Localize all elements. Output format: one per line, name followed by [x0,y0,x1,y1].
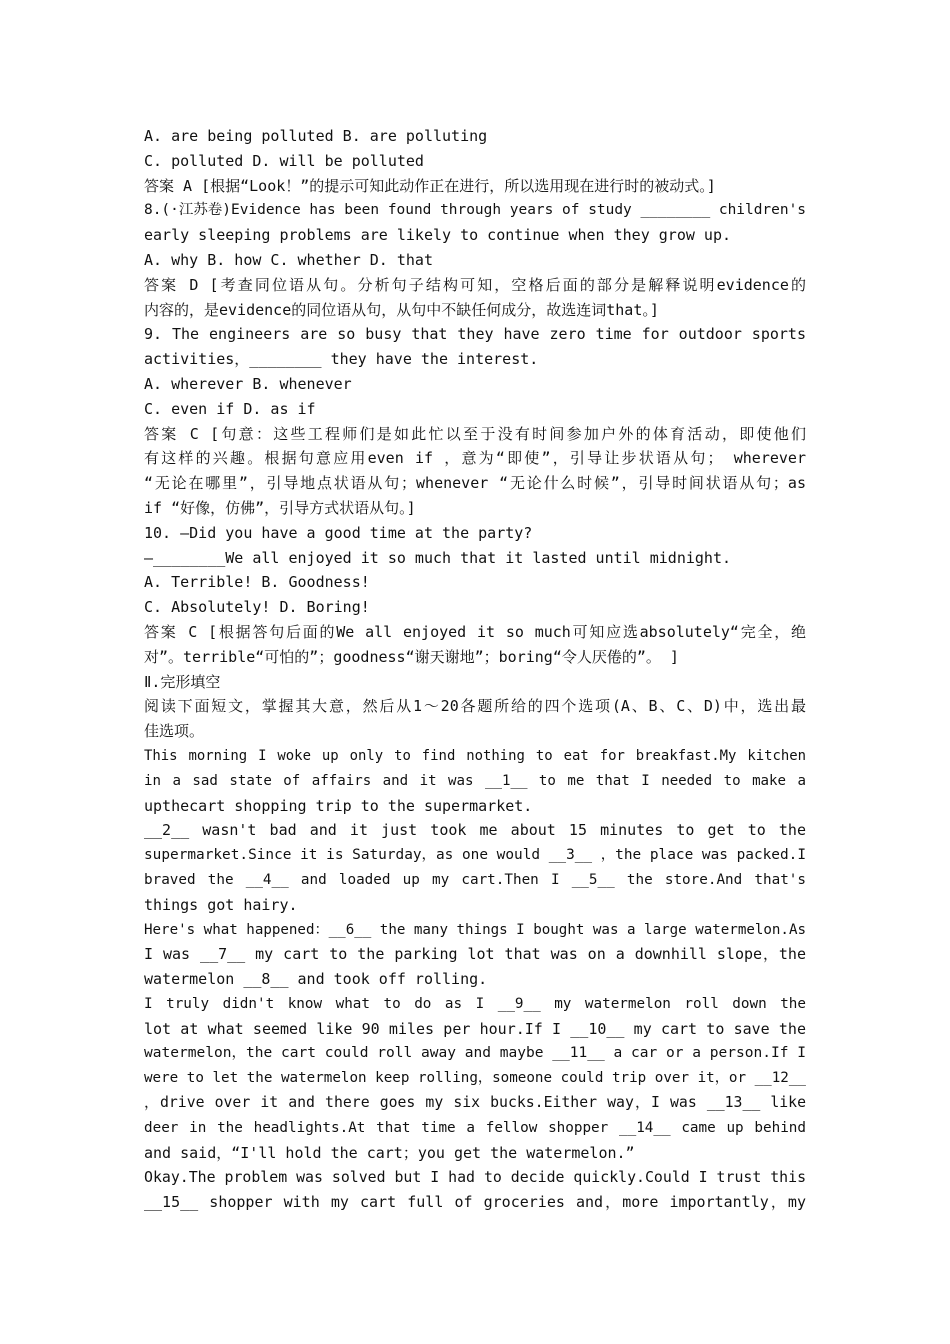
text-line: Okay.The problem was solved but I had to decide quickly.Could I trust this [144,1168,806,1187]
text-line: watermelon，the cart could roll away and maybe __11__ a car or a person.If I [144,1045,806,1062]
text-line: activities，________ they have the interest. [144,350,539,369]
text-line: “无论在哪里”，引导地点状语从句；whenever “无论什么时候”，引导时间状语从句；as [144,474,806,493]
text-line: C. Absolutely! D. Boring! [144,598,370,617]
text-line: A. Terrible! B. Goodness! [144,573,370,592]
text-line: __2__ wasn't bad and it just took me about 15 minutes to get to the [144,821,806,840]
text-line: A. wherever B. whenever [144,374,352,393]
text-line: A. why B. how C. whether D. that [144,250,433,269]
text-line: 答案 C [根据答句后面的We all enjoyed it so much可知应选absolutely“完全，绝 [144,622,806,641]
text-line: in a sad state of affairs and it was __1__ to me that I needed to make a [144,772,806,789]
document-body [144,124,806,1215]
text-line: 答案 C [句意：这些工程师们是如此忙以至于没有时间参加户外的体育活动，即使他们 [144,424,806,443]
text-line: 阅读下面短文，掌握其大意，然后从1～20各题所给的四个选项(A、B、C、D)中，选出最 [144,697,806,716]
text-line: 佳选项。 [144,722,205,741]
text-line: —________We all enjoyed it so much that it lasted until midnight. [144,548,731,567]
text-line: 8.(·江苏卷)Evidence has been found through years of study ________ children's [144,202,806,219]
text-line: watermelon __8__ and took off rolling. [144,970,488,989]
text-line: 有这样的兴趣。根据句意应用even if ，意为“即使”，引导让步状语从句； wherever [144,449,806,468]
text-line: early sleeping problems are likely to continue when they grow up. [144,226,731,245]
text-line: 内容的，是evidence的同位语从句，从句中不缺任何成分，故选连词that。] [144,300,659,319]
text-line: Ⅱ.完形填空 [144,672,221,691]
text-line: if “好像，仿佛”，引导方式状语从句。] [144,498,416,517]
text-line: deer in the headlights.At that time a fellow shopper __14__ came up behind [144,1119,806,1136]
text-line: and said，“I'll hold the cart；you get the watermelon.” [144,1143,635,1162]
text-line: 9. The engineers are so busy that they have zero time for outdoor sports [144,325,806,344]
text-line: Here's what happened：__6__ the many things I bought was a large watermelon.As [144,921,806,938]
text-line: C. even if D. as if [144,399,316,418]
text-line: 答案 A [根据“Look！”的提示可知此动作正在进行，所以选用现在进行时的被动式。] [144,176,716,195]
text-line: supermarket.Since it is Saturday，as one would __3__ ，the place was packed.I [144,847,806,864]
text-line: 答案 D [考查同位语从句。分析句子结构可知，空格后面的部分是解释说明evidence的 [144,275,806,294]
text-line: C. polluted D. will be polluted [144,151,424,170]
text-line: __15__ shopper with my cart full of groceries and，more importantly，my [144,1193,806,1212]
text-line: braved the __4__ and loaded up my cart.Then I __5__ the store.And that's [144,871,806,888]
text-line: upthecart shopping trip to the supermarket. [144,796,533,815]
text-line: were to let the watermelon keep rolling，someone could trip over it，or __12__ [144,1070,806,1087]
text-line: This morning I woke up only to find nothing to eat for breakfast.My kitchen [144,747,806,764]
text-line: ，drive over it and there goes my six bucks.Either way，I was __13__ like [144,1094,806,1112]
text-line: things got hairy. [144,895,298,914]
text-line: I truly didn't know what to do as I __9__ my watermelon roll down the [144,995,806,1012]
text-line: lot at what seemed like 90 miles per hour.If I __10__ my cart to save the [144,1019,806,1038]
text-line: 10. —Did you have a good time at the party? [144,523,533,542]
text-line: A. are being polluted B. are polluting [144,127,488,145]
text-line: I was __7__ my cart to the parking lot that was on a downhill slope，the [144,945,806,964]
text-line: 对”。terrible“可怕的”；goodness“谢天谢地”；boring“令人厌倦的”。 ] [144,647,679,666]
